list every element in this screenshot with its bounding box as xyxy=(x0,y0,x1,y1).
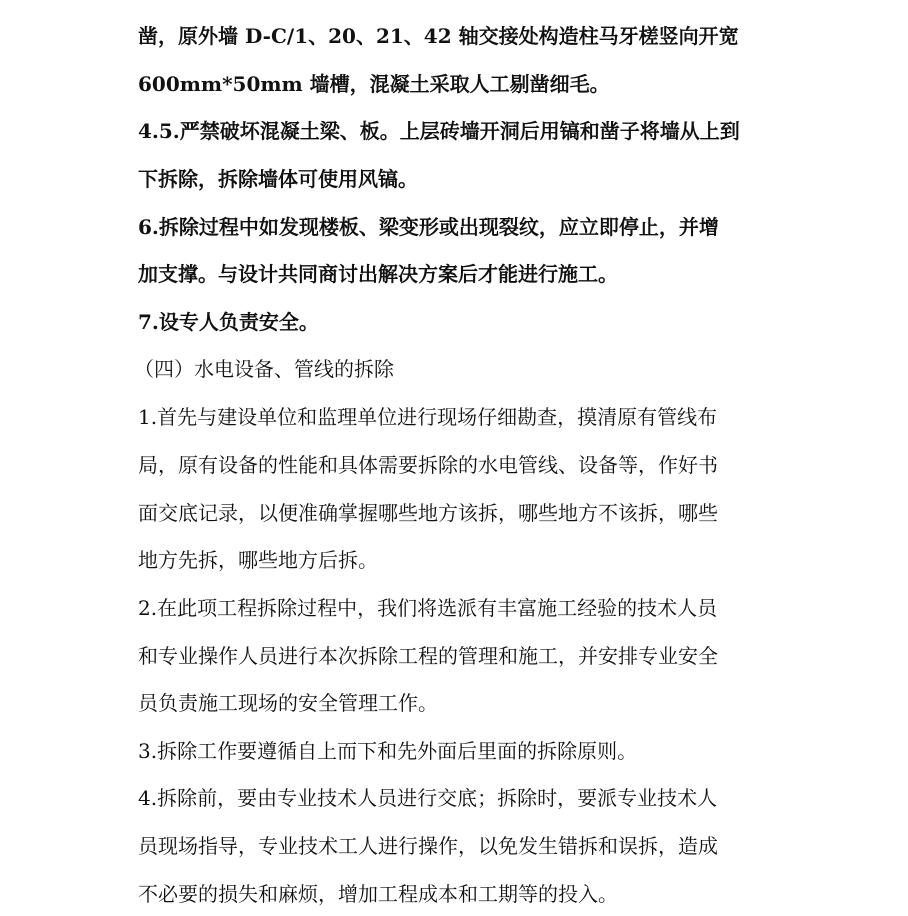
text-line: 3.拆除工作要遵循自上而下和先外面后里面的拆除原则。 xyxy=(138,739,638,763)
text-line: 2.在此项工程拆除过程中，我们将选派有丰富施工经验的技术人员 xyxy=(138,596,718,620)
section-heading: （四）水电设备、管线的拆除 xyxy=(134,357,394,381)
text-line: 4.5.严禁破坏混凝土梁、板。上层砖墙开洞后用镐和凿子将墙从上到 xyxy=(138,119,740,143)
text-line: 面交底记录，以便准确掌握哪些地方该拆，哪些地方不该拆，哪些 xyxy=(138,501,718,525)
text-line: 地方先拆，哪些地方后拆。 xyxy=(138,548,378,572)
text-line: 凿，原外墙 D-C/1、20、21、42 轴交接处构造柱马牙槎竖向开宽 xyxy=(138,24,739,48)
text-line: 员现场指导，专业技术工人进行操作，以免发生错拆和误拆，造成 xyxy=(138,834,718,858)
text-line: 6.拆除过程中如发现楼板、梁变形或出现裂纹，应立即停止，并增 xyxy=(138,215,719,239)
text-line: 加支撑。与设计共同商讨出解决方案后才能进行施工。 xyxy=(138,262,618,286)
text-line: 7.设专人负责安全。 xyxy=(138,310,319,334)
text-line: 局，原有设备的性能和具体需要拆除的水电管线、设备等，作好书 xyxy=(138,453,718,477)
text-line: 和专业操作人员进行本次拆除工程的管理和施工，并安排专业安全 xyxy=(138,644,718,668)
text-line: 下拆除，拆除墙体可使用风镐。 xyxy=(138,167,418,191)
text-line: 600mm*50mm 墙槽，混凝土采取人工剔凿细毛。 xyxy=(138,72,610,96)
text-line: 不必要的损失和麻烦，增加工程成本和工期等的投入。 xyxy=(138,882,618,906)
text-line: 4.拆除前，要由专业技术人员进行交底；拆除时，要派专业技术人 xyxy=(138,786,718,810)
text-line: 1.首先与建设单位和监理单位进行现场仔细勘查，摸清原有管线布 xyxy=(138,405,718,429)
text-line: 员负责施工现场的安全管理工作。 xyxy=(138,691,438,715)
